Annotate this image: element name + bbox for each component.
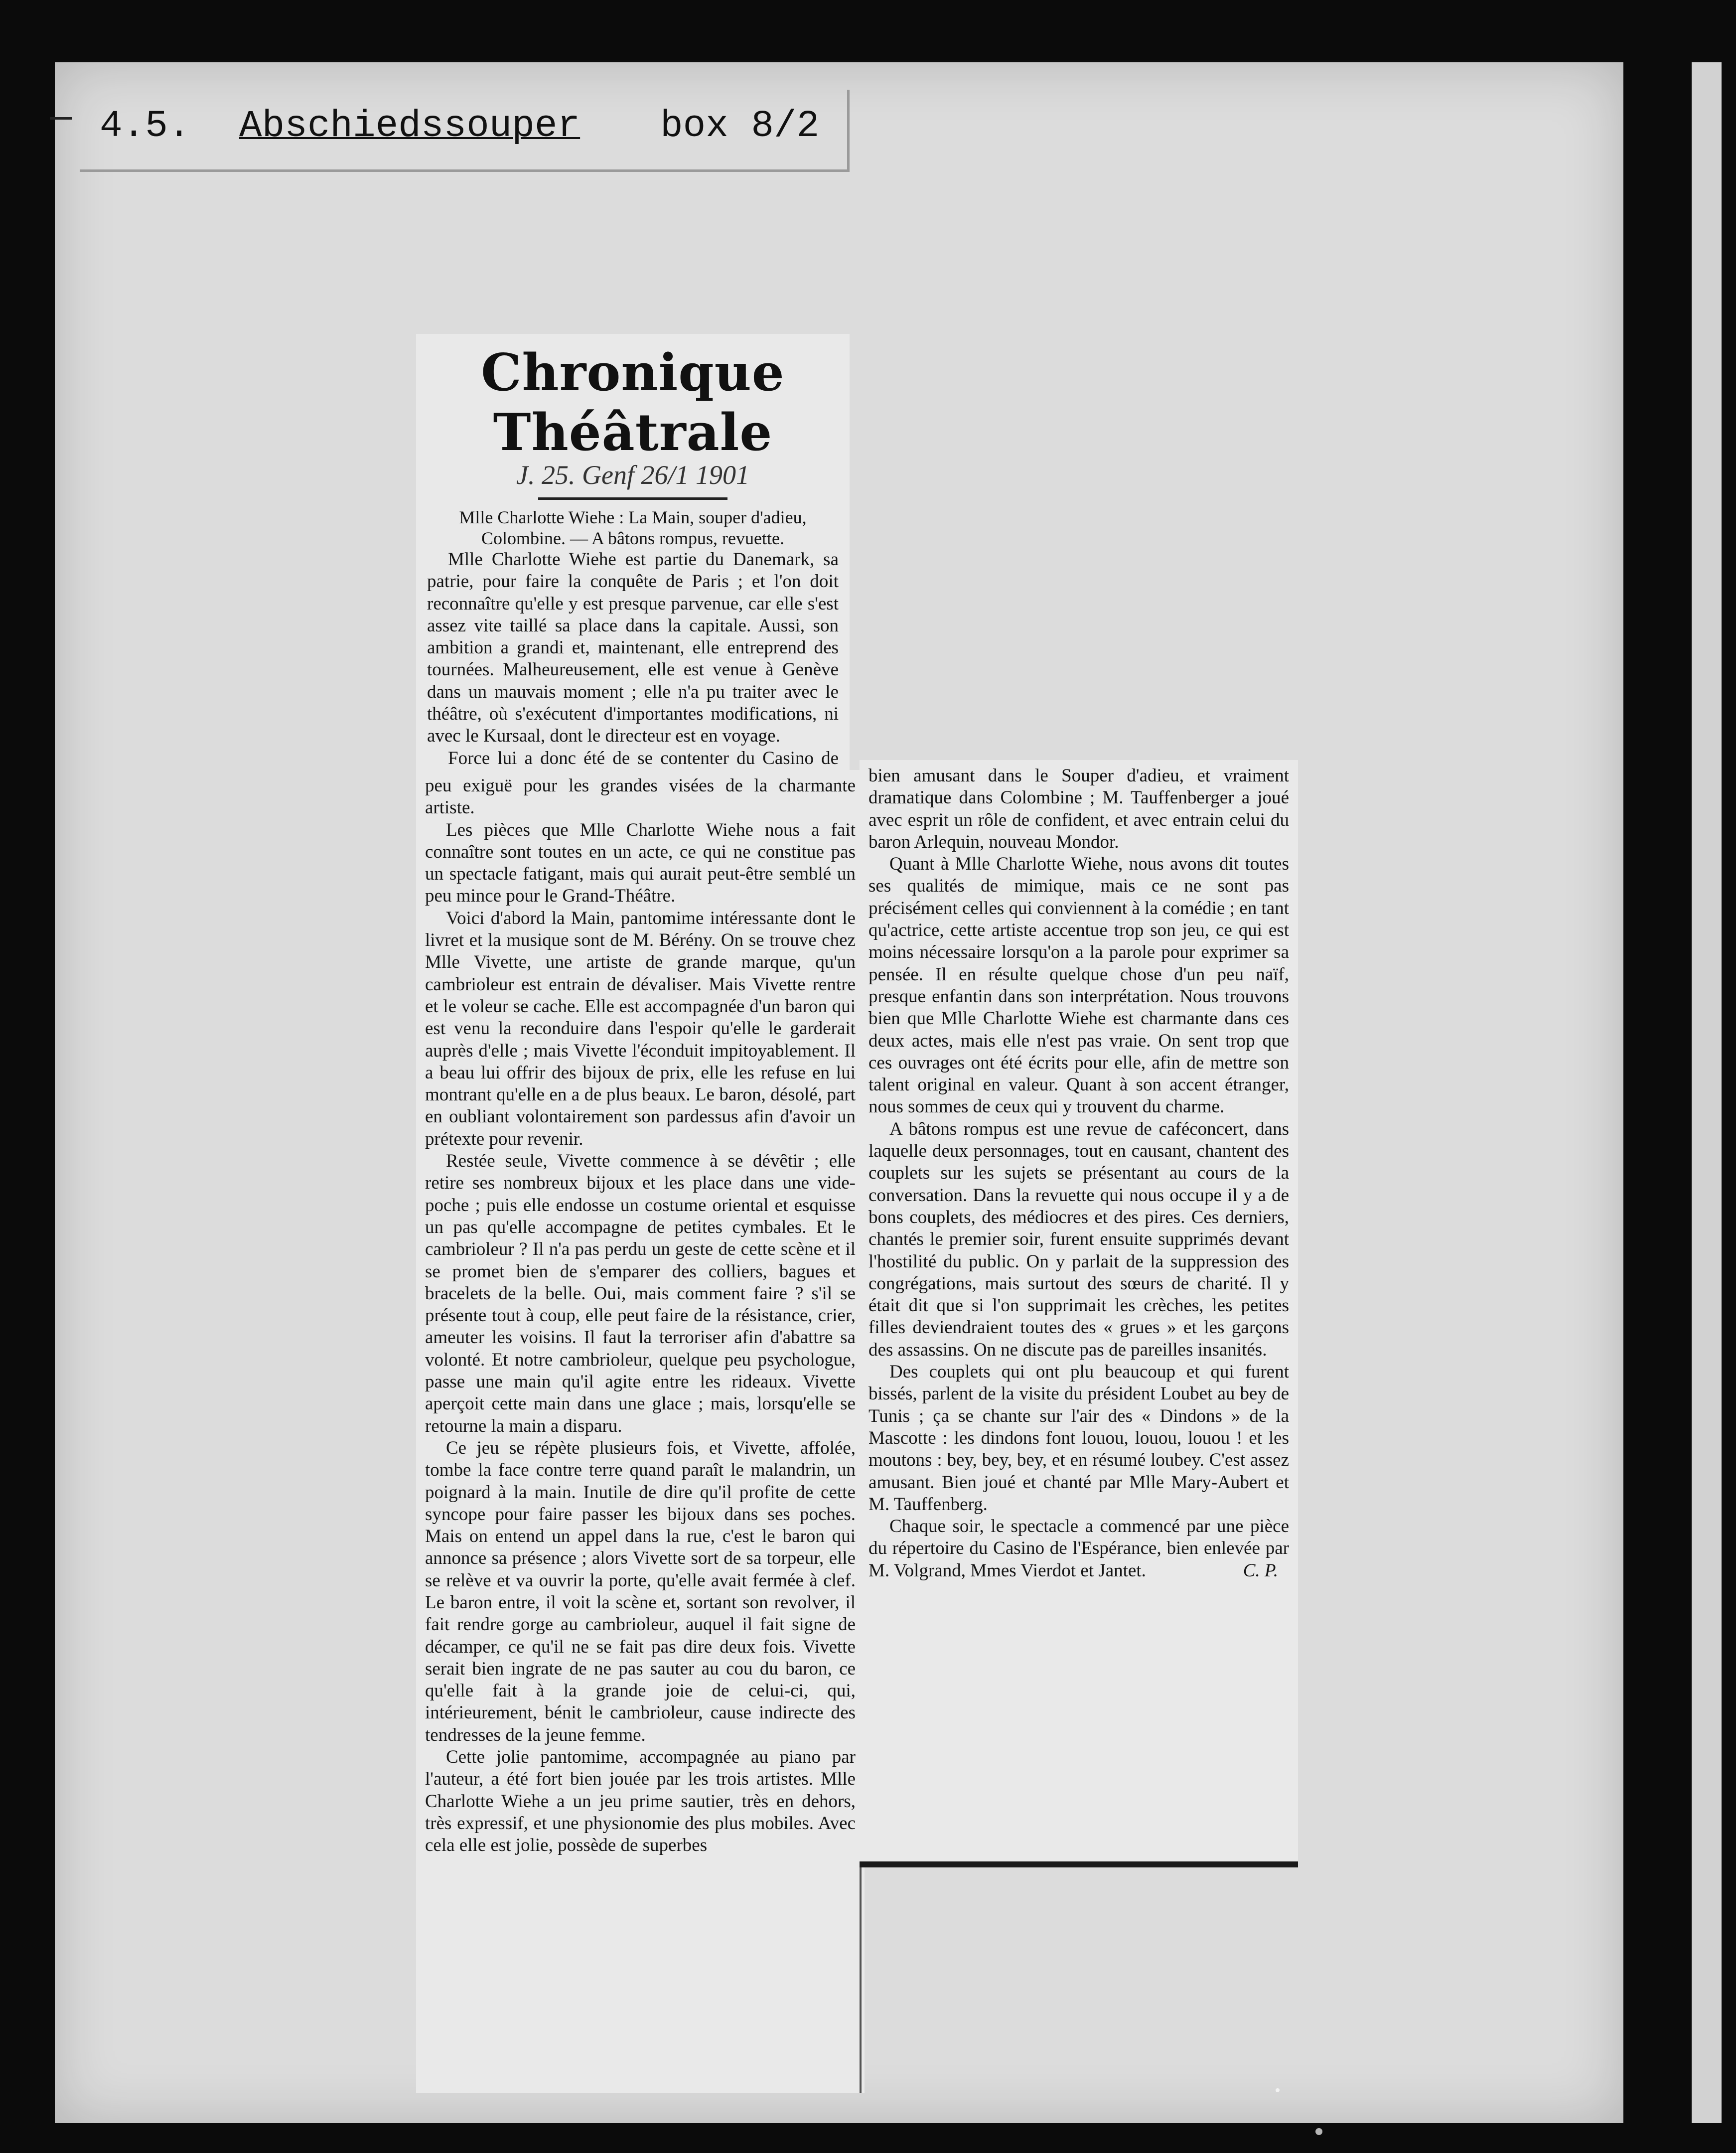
paragraph: Voici d'abord la Main, pantomime intéressante dont le livret et la musique sont de M. Bérény. On se trouve chez Mlle Vivette, une artiste de grande marque, qu'un cambrioleur est entrain de dévaliser. Mais Vivette rentre et le voleur se cache. Elle est accompagnée d'un baron qui est venu la reconduire dans l'espoir qu'elle le garderait auprès d'elle ; mais Vivette l'éconduit impitoyablement. Il a beau lui offrir des bijoux de prix, elle les refuse en lui montrant qu'elle en a de plus beaux. Le baron, désolé, part en oubliant volontairement son pardessus afin d'avoir un prétexte pour revenir. (425, 908, 856, 1149)
handwritten-note: J. 25. Genf 26/1 1901 (516, 460, 749, 490)
archive-label (80, 90, 850, 172)
paragraph: Ce jeu se répète plusieurs fois, et Vivette, affolée, tombe la face contre terre quand paraît le malandrin, un poignard à la main. Inutile de dire qu'il profite de cette syncope pour faire passer les bijoux dans ses poches. Mais on entend un appel dans la rue, c'est le baron qui annonce sa présence ; alors Vivette sort de sa torpeur, elle se relève et va ouvrir la porte, qu'elle avait fermée à clef. Le baron entre, il voit la scène et, sortant son revolver, il fait rendre gorge au cambrioleur, auquel il fait signe de décamper, ce qu'il ne se fait pas dire deux fois. Vivette serait bien ingrate de ne pas sauter au cou du baron, ce qu'elle fait à la grande joie de celui-ci, qui, intérieurement, bénit le cambrioleur, cause indirecte des tendresses de la jeune femme. (425, 1437, 856, 1745)
paragraph: A bâtons rompus est une revue de caféconcert, dans laquelle deux personnages, tout en causant, chantent des couplets sur les sujets se présentant au cours de la conversation. Dans la revuette qui nous occupe il y a de bons couplets, des médiocres et des pires. Ces derniers, chantés le premier soir, furent ensuite supprimés devant l'hostilité du public. On y parlait de la suppression des congrégations, mais surtout des sœurs de charité. Il y était dit que si l'on supprimait les crèches, les petites filles deviendraient toutes des « grues » et les garçons des assassins. On ne discute pas de pareilles insanités. (868, 1118, 1289, 1360)
label-number: 4.5. (100, 105, 191, 148)
label-box-number: box 8/2 (660, 105, 820, 148)
margin-mark (50, 117, 72, 120)
clipping-column-1 (416, 334, 850, 770)
paragraph: Les pièces que Mlle Charlotte Wiehe nous a fait connaître sont toutes en un acte, ce qui ne constitue pas un spectacle fatigant, mais qui aurait peut-être semblé un peu mince pour le Grand-Théâtre. (425, 819, 856, 907)
paragraph: Chaque soir, le spectacle a commencé par une pièce du répertoire du Casino de l'Espérance, bien enlevée par M. Volgrand, Mmes Vierdot et Jantet. (868, 1516, 1289, 1581)
article-subhead: Mlle Charlotte Wiehe : La Main, souper d'adieu, Colombine. — A bâtons rompus, revuette. (459, 507, 807, 548)
clipping-column-3 (860, 760, 1298, 1867)
paragraph: bien amusant dans le Souper d'adieu, et vraiment dramatique dans Colombine ; M. Tauffenberger a joué avec esprit un rôle de confident, et avec entrain celui du baron Arlequin, nouveau Mondor. (868, 766, 1289, 852)
masthead: Chronique Théâtrale (481, 343, 785, 462)
scan-dust (1276, 2088, 1280, 2092)
paragraph: peu exiguë pour les grandes visées de la charmante artiste. (425, 775, 856, 818)
masthead-rule (538, 497, 727, 500)
label-title: Abschiedssouper (239, 105, 580, 148)
paragraph: Mlle Charlotte Wiehe est partie du Danemark, sa patrie, pour faire la conquête de Paris ; et l'on doit reconnaître qu'elle y est presque parvenue, car elle s'est assez vite taillé sa place dans la capitale. Aussi, son ambition a grandi et, maintenant, elle entreprend des tournées. Malheureusement, elle est venue à Genève dans un mauvais moment ; elle n'a pu traiter avec le théâtre, où s'exécutent d'importantes modifications, ni avec le Kursaal, dont le directeur est en voyage. (427, 549, 839, 747)
paragraph: Quant à Mlle Charlotte Wiehe, nous avons dit toutes ses qualités de mimique, mais ce ne sont pas précisément celles qui conviennent à la comédie ; en tant qu'actrice, cette artiste accentue trop son jeu, ce qui est moins nécessaire lorsqu'on a la parole pour exprimer sa pensée. Il en résulte quelque chose d'un peu naïf, presque enfantin dans son interprétation. Nous trouvons bien que Mlle Charlotte Wiehe est charmante dans ces deux actes, mais elle n'est pas vraie. On sent trop que ces ouvrages ont été écrits pour elle, afin de mettre son talent original en valeur. Quant à son accent étranger, nous sommes de ceux qui y trouvent du charme. (868, 854, 1289, 1117)
paragraph: Restée seule, Vivette commence à se dévêtir ; elle retire ses nombreux bijoux et les place dans une vide-poche ; puis elle endosse un costume oriental et esquisse un pas qu'elle accompagne de petites cymbales. Et le cambrioleur ? Il n'a pas perdu un geste de cette scène et il se promet bien de s'emparer des colliers, bagues et bracelets de la belle. Oui, mais comment faire ? s'il se présente tout à coup, elle peut faire de la résistance, crier, ameuter les voisins. Il faut la terroriser afin d'abattre sa volonté. Et notre cambrioleur, quelque peu psychologue, passe une main qu'il agite entre les rideaux. Vivette aperçoit cette main dans une glace ; mais, lorsqu'elle se retourne la main a disparu. (425, 1151, 856, 1436)
author-signature: C. P. (1243, 1560, 1278, 1581)
scan-dust (1315, 2128, 1322, 2135)
paragraph: Des couplets qui ont plu beaucoup et qui furent bissés, parlent de la visite du président Loubet au bey de Tunis ; ça se chante sur l'air des « Dindons » de la Mascotte : les dindons font louou, louou, louou ! et les moutons : bey, bey, bey, et en résumé loubey. C'est assez amusant. Bien joué et chanté par Mlle Mary-Aubert et M. Tauffenberg. (868, 1362, 1289, 1515)
adjacent-sheet-edge (1692, 62, 1722, 2123)
paragraph: Cette jolie pantomime, accompagnée au piano par l'auteur, a été fort bien jouée par les trois artistes. Mlle Charlotte Wiehe a un jeu prime sautier, très en dehors, très expressif, et une physionomie des plus mobiles. Avec cela elle est jolie, possède de superbes (425, 1747, 856, 1856)
clipping-column-2 (416, 770, 865, 2093)
paragraph: Force lui a donc été de se contenter du Casino de (448, 748, 839, 769)
